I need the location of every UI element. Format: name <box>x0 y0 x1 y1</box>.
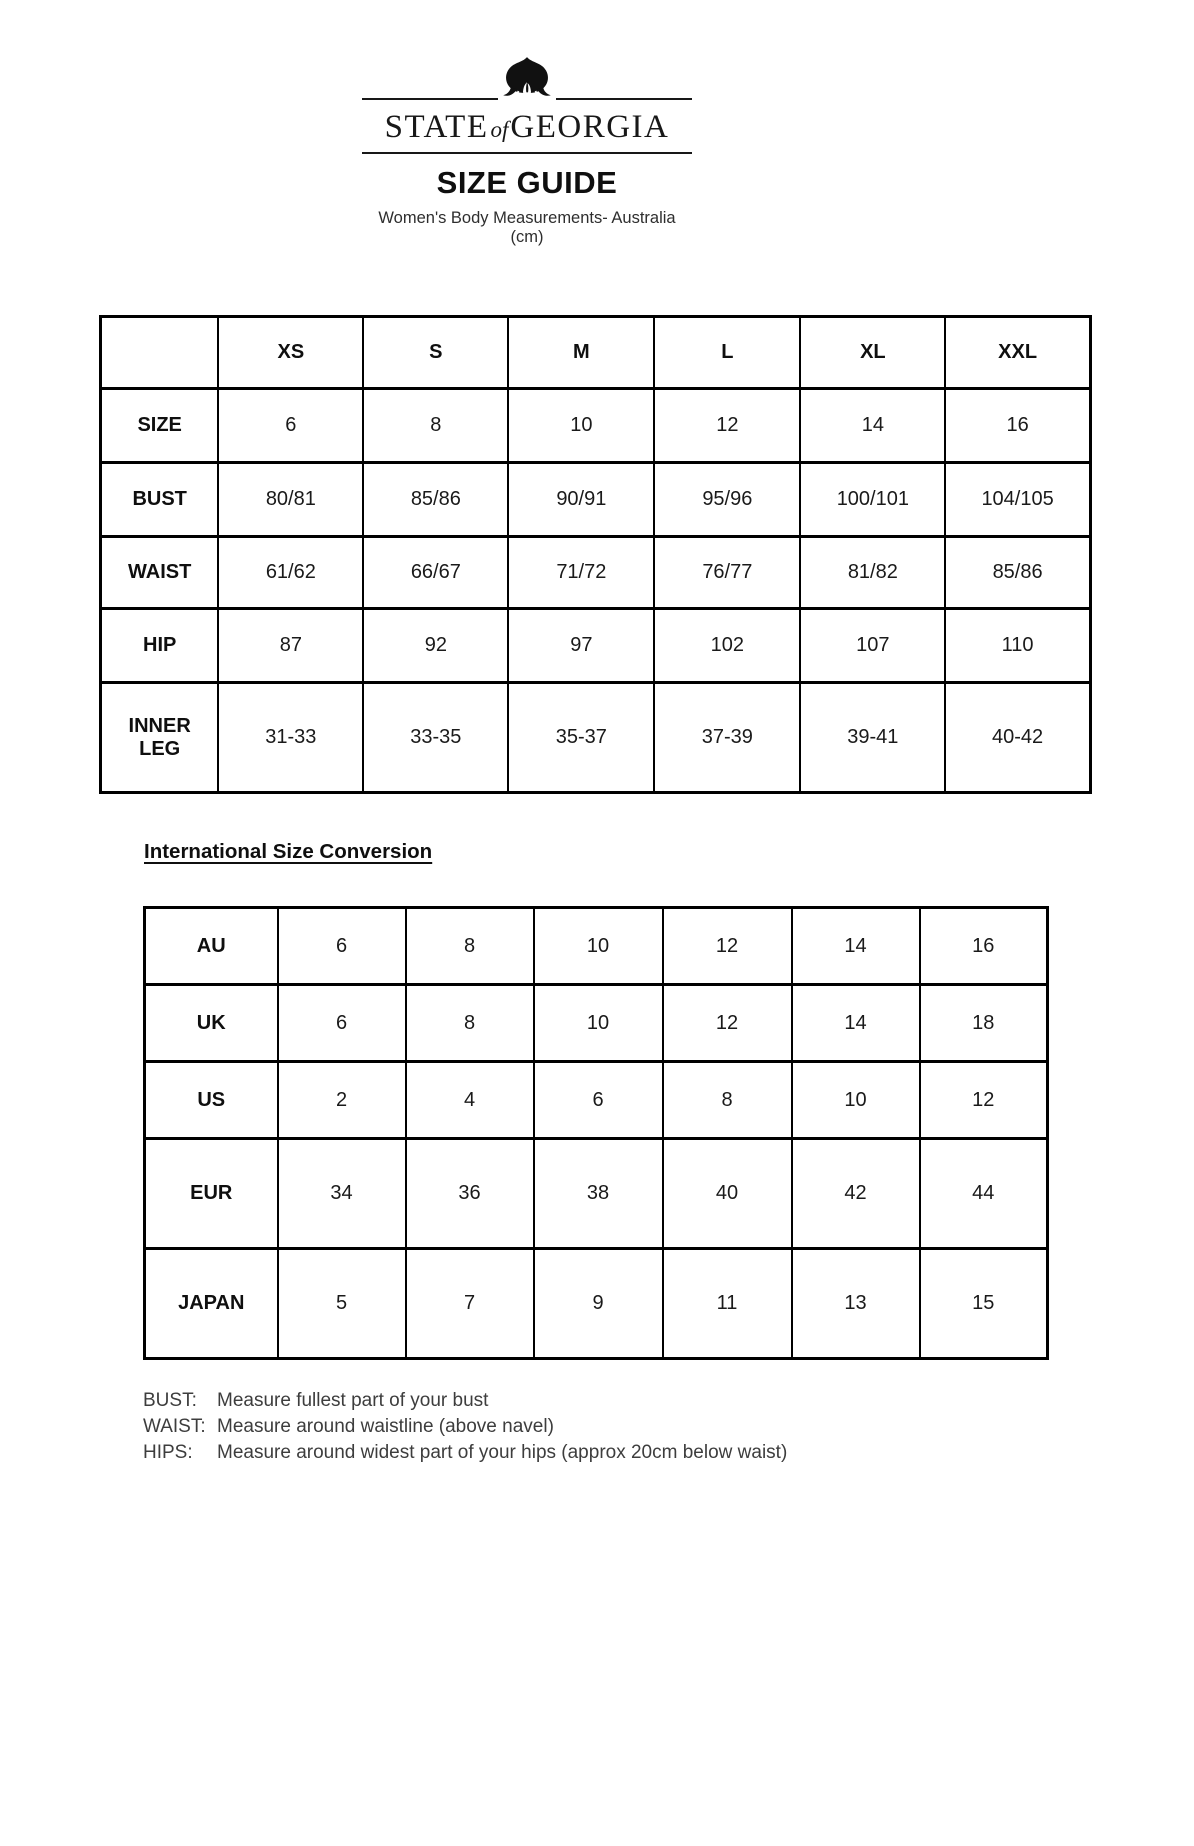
size-value-cell: 10 <box>508 389 654 463</box>
table-row-bust <box>101 463 1091 537</box>
table-row-uk <box>145 985 1048 1062</box>
row-label-waist: WAIST <box>101 537 219 609</box>
row-label-size: SIZE <box>101 389 219 463</box>
inner-leg-value-cell: 35-37 <box>508 683 654 793</box>
page-subtitle: Women's Body Measurements- Australia (cm) <box>378 209 676 247</box>
au-value-cell: 16 <box>920 908 1048 985</box>
hip-value-cell: 97 <box>508 609 654 683</box>
row-label-eur: EUR <box>145 1139 278 1249</box>
logo-left-rule <box>362 98 498 100</box>
tree-icon <box>499 54 555 106</box>
table-row-japan <box>145 1249 1048 1359</box>
japan-value-cell: 15 <box>920 1249 1048 1359</box>
note-waist-label: WAIST: <box>143 1416 206 1438</box>
inner-leg-value-cell: 33-35 <box>363 683 508 793</box>
table-row-us <box>145 1062 1048 1139</box>
eur-value-cell: 34 <box>278 1139 406 1249</box>
waist-value-cell: 81/82 <box>800 537 945 609</box>
japan-value-cell: 7 <box>406 1249 534 1359</box>
waist-value-cell: 85/86 <box>945 537 1090 609</box>
table-row-eur <box>145 1139 1048 1249</box>
column-header-xs: XS <box>218 317 363 389</box>
column-header-l: L <box>654 317 800 389</box>
row-label-bust: BUST <box>101 463 219 537</box>
table-row-inner-leg <box>101 683 1091 793</box>
size-value-cell: 14 <box>800 389 945 463</box>
japan-value-cell: 5 <box>278 1249 406 1359</box>
bust-value-cell: 90/91 <box>508 463 654 537</box>
logo-bottom-rule <box>362 152 692 154</box>
au-value-cell: 6 <box>278 908 406 985</box>
us-value-cell: 6 <box>534 1062 663 1139</box>
note-bust-label: BUST: <box>143 1390 197 1412</box>
bust-value-cell: 104/105 <box>945 463 1090 537</box>
size-value-cell: 6 <box>218 389 363 463</box>
eur-value-cell: 36 <box>406 1139 534 1249</box>
corner-cell <box>101 317 219 389</box>
measurement-notes <box>143 1388 1194 1466</box>
note-hips-text: Measure around widest part of your hips (approx 20cm below waist) <box>217 1442 788 1464</box>
note-bust <box>143 1388 1194 1414</box>
us-value-cell: 12 <box>920 1062 1048 1139</box>
eur-value-cell: 42 <box>792 1139 920 1249</box>
uk-value-cell: 14 <box>792 985 920 1062</box>
au-value-cell: 12 <box>663 908 792 985</box>
bust-value-cell: 100/101 <box>800 463 945 537</box>
brand-of: of <box>490 117 509 142</box>
size-value-cell: 16 <box>945 389 1090 463</box>
size-value-cell: 12 <box>654 389 800 463</box>
japan-value-cell: 13 <box>792 1249 920 1359</box>
hip-value-cell: 110 <box>945 609 1090 683</box>
eur-value-cell: 40 <box>663 1139 792 1249</box>
measurements-table <box>99 315 1092 794</box>
uk-value-cell: 18 <box>920 985 1048 1062</box>
bust-value-cell: 80/81 <box>218 463 363 537</box>
au-value-cell: 8 <box>406 908 534 985</box>
table-row-waist <box>101 537 1091 609</box>
eur-value-cell: 38 <box>534 1139 663 1249</box>
us-value-cell: 10 <box>792 1062 920 1139</box>
conversion-table <box>143 906 1049 1360</box>
uk-value-cell: 6 <box>278 985 406 1062</box>
table-row-hip <box>101 609 1091 683</box>
waist-value-cell: 61/62 <box>218 537 363 609</box>
waist-value-cell: 76/77 <box>654 537 800 609</box>
size-guide-page <box>0 54 1194 1846</box>
size-value-cell: 8 <box>363 389 508 463</box>
hip-value-cell: 87 <box>218 609 363 683</box>
column-header-m: M <box>508 317 654 389</box>
hip-value-cell: 102 <box>654 609 800 683</box>
japan-value-cell: 9 <box>534 1249 663 1359</box>
header <box>362 54 692 247</box>
logo <box>362 54 692 106</box>
note-hips-label: HIPS: <box>143 1442 193 1464</box>
note-bust-text: Measure fullest part of your bust <box>217 1390 489 1412</box>
waist-value-cell: 66/67 <box>363 537 508 609</box>
note-waist-text: Measure around waistline (above navel) <box>217 1416 554 1438</box>
column-header-s: S <box>363 317 508 389</box>
au-value-cell: 14 <box>792 908 920 985</box>
us-value-cell: 8 <box>663 1062 792 1139</box>
row-label-japan: JAPAN <box>145 1249 278 1359</box>
brand-name <box>362 109 692 145</box>
inner-leg-value-cell: 40-42 <box>945 683 1090 793</box>
note-waist <box>143 1414 1194 1440</box>
note-hips <box>143 1440 1194 1466</box>
row-label-uk: UK <box>145 985 278 1062</box>
us-value-cell: 4 <box>406 1062 534 1139</box>
column-header-xl: XL <box>800 317 945 389</box>
brand-state: STATE <box>384 109 489 145</box>
bust-value-cell: 85/86 <box>363 463 508 537</box>
uk-value-cell: 10 <box>534 985 663 1062</box>
us-value-cell: 2 <box>278 1062 406 1139</box>
row-label-au: AU <box>145 908 278 985</box>
table-row-au <box>145 908 1048 985</box>
row-label-inner-leg: INNER LEG <box>101 683 219 793</box>
bust-value-cell: 95/96 <box>654 463 800 537</box>
column-header-xxl: XXL <box>945 317 1090 389</box>
eur-value-cell: 44 <box>920 1139 1048 1249</box>
waist-value-cell: 71/72 <box>508 537 654 609</box>
uk-value-cell: 12 <box>663 985 792 1062</box>
row-label-hip: HIP <box>101 609 219 683</box>
logo-right-rule <box>556 98 692 100</box>
hip-value-cell: 107 <box>800 609 945 683</box>
inner-leg-value-cell: 37-39 <box>654 683 800 793</box>
inner-leg-value-cell: 39-41 <box>800 683 945 793</box>
uk-value-cell: 8 <box>406 985 534 1062</box>
au-value-cell: 10 <box>534 908 663 985</box>
page-title: SIZE GUIDE <box>436 165 618 201</box>
inner-leg-value-cell: 31-33 <box>218 683 363 793</box>
brand-georgia: GEORGIA <box>510 109 670 145</box>
measurements-header-row <box>101 317 1091 389</box>
conversion-heading: International Size Conversion <box>144 840 433 864</box>
japan-value-cell: 11 <box>663 1249 792 1359</box>
table-row-size <box>101 389 1091 463</box>
hip-value-cell: 92 <box>363 609 508 683</box>
row-label-us: US <box>145 1062 278 1139</box>
